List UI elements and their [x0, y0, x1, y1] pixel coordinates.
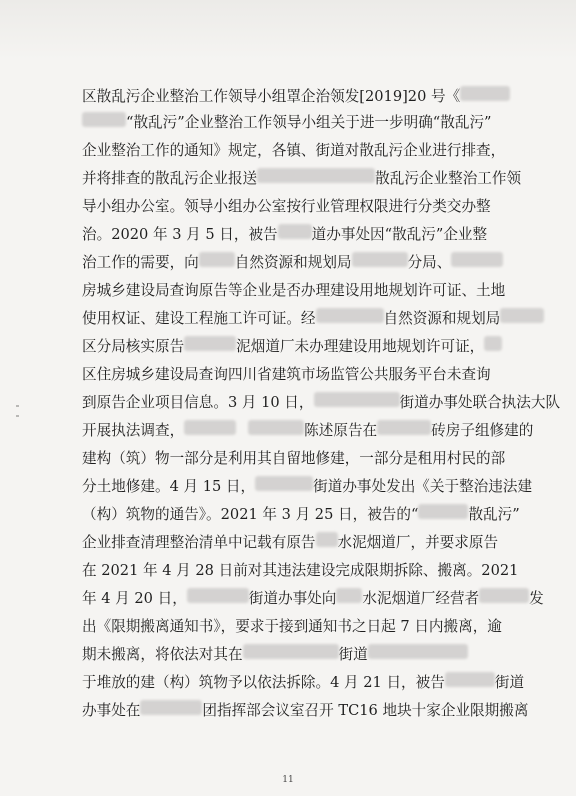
text-line-17: 企业排查清理整治清单中记载有原告 水泥烟道厂，并要求原告 [82, 534, 499, 551]
text-line-11: 区住房城乡建设局查询四川省建筑市场监管公共服务平台未查询 [82, 366, 491, 383]
redaction [184, 336, 236, 351]
text-line-2: “散乱污”企业整治工作领导小组关于进一步明确“散乱污” [82, 112, 492, 134]
text-line-6: 治。2020 年 3 月 5 日，被告 道办事处因“散乱污”企业整 [82, 226, 488, 243]
redaction [352, 252, 408, 267]
redaction [479, 588, 529, 603]
redaction [451, 252, 503, 267]
redaction [445, 672, 495, 687]
text-line-22: 于堆放的建（构）筑物予以依法拆除。4 月 21 日，被告 街道 [82, 674, 525, 691]
redaction [255, 476, 313, 491]
text-line-18: 在 2021 年 4 月 28 日前对其违法建设完成限期拆除、搬离。2021 [82, 562, 519, 579]
redaction [377, 420, 431, 435]
redaction [460, 86, 510, 101]
redaction [248, 420, 304, 435]
redaction [140, 700, 202, 715]
text-line-14: 建构（筑）物一部分是利用其自留地修建，一部分是租用村民的部 [82, 450, 506, 467]
text-line-20: 出《限期搬离通知书》，要求于接到通知书之日起 7 日内搬离，逾 [82, 618, 502, 635]
redaction [314, 392, 400, 407]
text-line-7: 治工作的需要，向 自然资源和规划局 分局、 [82, 252, 503, 274]
page-number: 11 [282, 775, 294, 785]
text-line-23: 办事处在 团指挥部会议室召开 TC16 地块十家企业限期搬离 [82, 702, 529, 719]
redaction [199, 252, 235, 267]
redaction [368, 644, 468, 659]
text-line-10: 区分局核实原告 泥烟道厂未办理建设用地规划许可证， [82, 336, 502, 358]
text-line-9: 使用权证、建设工程施工许可证。经 自然资源和规划局 [82, 308, 544, 330]
redaction [316, 308, 384, 323]
redaction [418, 504, 468, 519]
redaction [257, 168, 375, 183]
redaction [500, 308, 544, 323]
redaction [184, 420, 236, 435]
redaction [243, 644, 339, 659]
text-line-13: 开展执法调查， 陈述原告在 砖房子组修建的 [82, 422, 534, 439]
redaction [484, 336, 502, 351]
text-line-21: 期未搬离，将依法对其在 街道 [82, 644, 468, 666]
text-line-5: 导小组办公室。领导小组办公室按行业管理权限进行分类交办整 [82, 198, 491, 215]
redaction [278, 224, 312, 239]
redaction [316, 532, 338, 547]
text-line-1: 区散乱污企业整治工作领导小组罩企治领发[2019]20 号《 [82, 86, 510, 108]
redaction [187, 588, 249, 603]
text-line-15: 分土地修建。4 月 15 日， 街道办事处发出《关于整治违法建 [82, 478, 533, 495]
text-line-3: 企业整治工作的通知》规定，各镇、街道对散乱污企业进行排查， [82, 142, 506, 159]
text-line-19: 年 4 月 20 日， 街道办事处向 水泥烟道厂经营者 发 [82, 590, 544, 607]
redaction [82, 112, 126, 127]
text-line-12: 到原告企业项目信息。3 月 10 日， 街道办事处联合执法大队 [82, 394, 561, 411]
text-line-8: 房城乡建设局查询原告等企业是否办理建设用地规划许可证、土地 [82, 282, 506, 299]
text-line-4: 并将排查的散乱污企业报送 散乱污企业整治工作领 [82, 170, 522, 187]
redaction [336, 588, 362, 603]
text-line-16: （构）筑物的通告》。2021 年 3 月 25 日，被告的“ 散乱污” [82, 506, 520, 523]
